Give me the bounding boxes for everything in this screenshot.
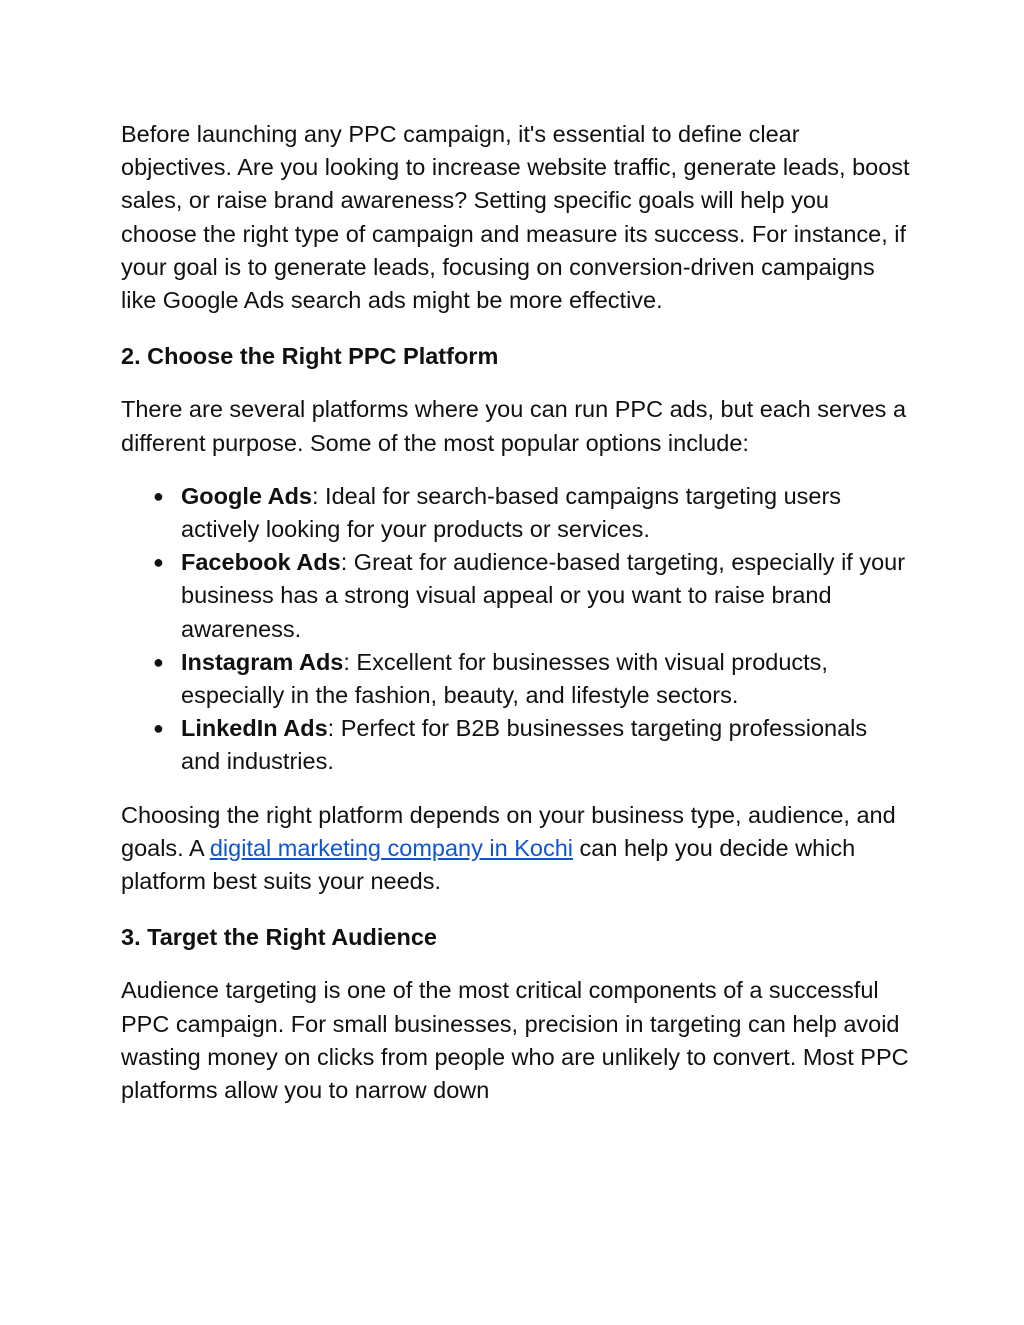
closing-text-after-link: can help you decide which platform best suits your needs. xyxy=(121,834,856,895)
intro-paragraph: Before launching any PPC campaign, it's essential to define clear objectives. Are you looking to increase website traffic, generate leads, boost sales, or raise brand awareness? Setting specific goals will help you choose the right type of campaign and measure its success. For instance, if your goal is to generate leads, focusing on conversion-driven campaigns like Google Ads search ads might be more effective. xyxy=(121,121,910,314)
list-item-description: : Ideal for search-based campaigns targeting users actively looking for your products or services. xyxy=(181,482,842,543)
list-item-term: LinkedIn Ads xyxy=(181,715,328,742)
bullet-icon: ● xyxy=(153,552,164,573)
digital-marketing-link[interactable]: digital marketing company in Kochi xyxy=(209,834,573,861)
list-item xyxy=(153,646,911,712)
platform-closing-paragraph xyxy=(121,799,911,899)
list-item-term: Instagram Ads xyxy=(181,648,344,675)
list-item-description: : Excellent for businesses with visual products, especially in the fashion, beauty, and lifestyle sectors. xyxy=(181,648,828,709)
list-item xyxy=(153,546,911,646)
section-heading-audience: 3. Target the Right Audience xyxy=(121,924,437,951)
bullet-icon: ● xyxy=(153,485,164,506)
audience-paragraph: Audience targeting is one of the most critical components of a successful PPC campaign. For small businesses, precision in targeting can help avoid wasting money on clicks from people who are unlikely to convert. Most PPC platforms allow you to narrow down xyxy=(121,977,909,1104)
document-page xyxy=(121,118,911,1107)
list-item xyxy=(153,712,911,778)
platform-list xyxy=(153,480,911,779)
list-item-description: : Perfect for B2B businesses targeting professionals and industries. xyxy=(181,715,868,775)
closing-text-before-link: Choosing the right platform depends on your business type, audience, and goals. A xyxy=(121,801,896,861)
list-item-description: : Great for audience-based targeting, especially if your business has a strong visual appeal or you want to raise brand awareness. xyxy=(181,549,906,642)
section-heading-platform: 2. Choose the Right PPC Platform xyxy=(121,343,499,370)
list-item-term: Google Ads xyxy=(181,482,312,509)
list-item-term: Facebook Ads xyxy=(181,549,341,576)
bullet-icon: ● xyxy=(153,718,164,739)
bullet-icon: ● xyxy=(153,651,164,672)
list-item xyxy=(153,480,911,546)
platform-intro-paragraph: There are several platforms where you can run PPC ads, but each serves a different purpose. Some of the most popular options include: xyxy=(121,396,907,456)
